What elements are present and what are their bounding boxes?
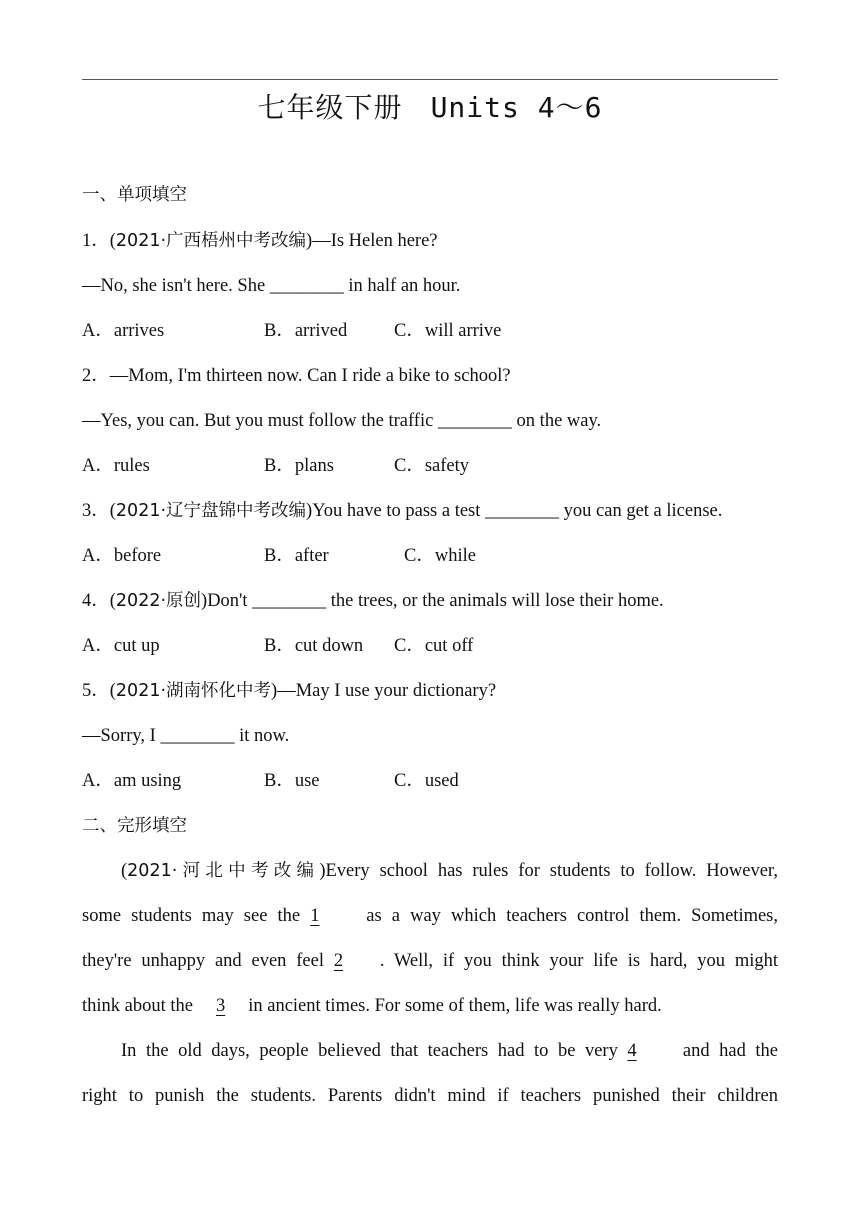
- option-b: B．plans: [264, 456, 334, 476]
- question-4-options: [82, 631, 782, 661]
- question-2-line2: —Yes, you can. But you must follow the traffic ________ on the way.: [82, 411, 602, 431]
- question-5-options: [82, 766, 782, 796]
- passage-line-6: right to punish the students. Parents didn't mind if teachers punished their children: [82, 1086, 778, 1106]
- option-b: B．use: [264, 771, 320, 791]
- passage-line-5: In the old days, people believed that teachers had to be very 4 and had the: [121, 1036, 778, 1066]
- option-c: C．while: [404, 546, 476, 566]
- blank-3: 3: [215, 996, 226, 1016]
- option-c: C．will arrive: [394, 321, 502, 341]
- option-a: A．cut up: [82, 636, 160, 656]
- question-2-options: [82, 451, 782, 481]
- passage-line-2: some students may see the 1 as a way which teachers control them. Sometimes,: [82, 901, 778, 931]
- option-a: A．am using: [82, 771, 182, 791]
- title-units: Units 4～6: [430, 91, 603, 124]
- question-2-stem: 2．—Mom, I'm thirteen now. Can I ride a bike to school?: [82, 366, 511, 386]
- option-c: C．cut off: [394, 636, 474, 656]
- question-3-stem: 3．(2021·辽宁盘锦中考改编)You have to pass a test ________ you can get a license.: [82, 501, 723, 521]
- question-1-stem: 1．(2021·广西梧州中考改编)—Is Helen here?: [82, 231, 438, 251]
- blank-2: 2: [333, 951, 344, 971]
- section-1-heading: 一、单项填空: [82, 185, 187, 205]
- question-5-stem: 5．(2021·湖南怀化中考)—May I use your dictionary?: [82, 681, 497, 701]
- blank-4: 4: [627, 1041, 637, 1061]
- page-title: [0, 88, 860, 128]
- question-1-options: [82, 316, 782, 346]
- option-a: A．arrives: [82, 321, 165, 341]
- passage-line-1: (2021·河北中考改编)Every school has rules for students to follow. However,: [121, 861, 778, 881]
- question-1-line2: —No, she isn't here. She ________ in half an hour.: [82, 276, 461, 296]
- header-rule: [82, 79, 778, 80]
- question-4-stem: 4．(2022·原创)Don't ________ the trees, or the animals will lose their home.: [82, 591, 664, 611]
- option-a: A．before: [82, 546, 162, 566]
- option-c: C．safety: [394, 456, 470, 476]
- passage-line-4: think about the 3 in ancient times. For some of them, life was really hard.: [82, 991, 782, 1021]
- passage-line-3: they're unhappy and even feel 2 . Well, if you think your life is hard, you might: [82, 946, 778, 976]
- option-b: B．after: [264, 546, 329, 566]
- option-b: B．cut down: [264, 636, 364, 656]
- option-b: B．arrived: [264, 321, 348, 341]
- title-grade: 七年级下册: [257, 91, 403, 124]
- blank-1: 1: [310, 906, 320, 926]
- question-5-line2: —Sorry, I ________ it now.: [82, 726, 290, 746]
- option-c: C．used: [394, 771, 459, 791]
- section-2-heading: 二、完形填空: [82, 816, 187, 836]
- question-3-options: [82, 541, 782, 571]
- option-a: A．rules: [82, 456, 150, 476]
